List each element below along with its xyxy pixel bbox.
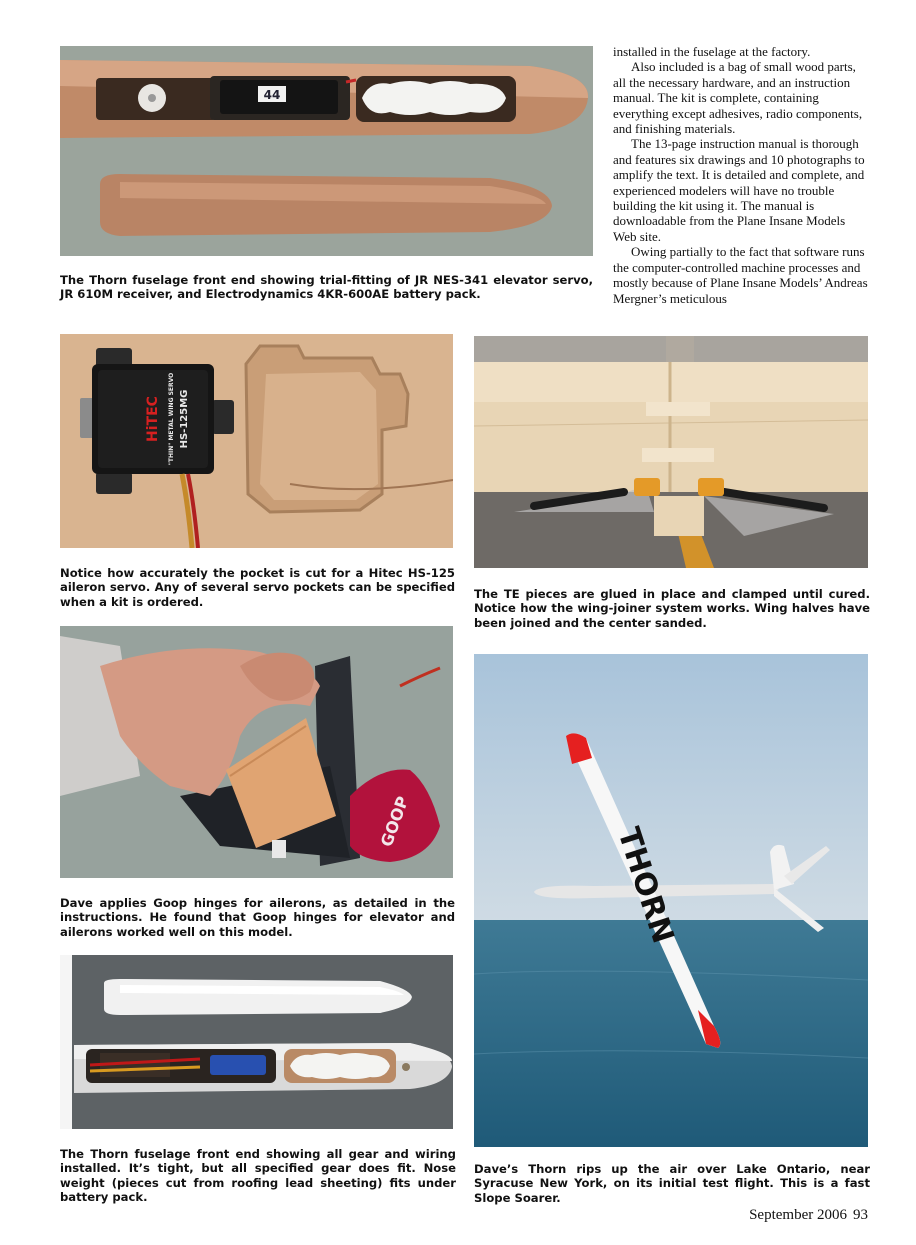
servo-model-text: HS-125MG <box>179 389 190 449</box>
servo-brand-text: HiTEC <box>145 396 161 442</box>
article-paragraph: Also included is a bag of small wood parts, all the necessary hardware, and an instruction manual. The kit is complete, containing everything except adhesives, radio components, and finishing materials. <box>613 59 863 137</box>
servo-pocket-caption: Notice how accurately the pocket is cut for a Hitec HS-125 aileron servo. Any of several servo pockets can be specified when a kit is ordered. <box>60 566 455 609</box>
thorn-wing-lettering: THORN <box>610 823 681 948</box>
page-footer <box>743 1207 868 1224</box>
servo-line-text: "THIN" METAL WING SERVO <box>168 372 175 466</box>
goop-tube-label: GOOP <box>376 793 413 850</box>
goop-hinges-caption: Dave applies Goop hinges for ailerons, as detailed in the instructions. He found that Goop hinges for elevator and ailerons worked well on this model. <box>60 896 455 939</box>
goop-hinges-photo <box>60 626 453 878</box>
article-paragraph: installed in the fuselage at the factory. <box>613 44 811 59</box>
article-body <box>613 44 871 306</box>
thorn-flight-caption: Dave’s Thorn rips up the air over Lake Ontario, near Syracuse New York, on its initial test flight. This is a fast Slope Soarer. <box>474 1162 870 1205</box>
svg-text:44: 44 <box>263 88 281 102</box>
article-paragraph: The 13-page instruction manual is thorough and features six drawings and 10 photographs to amplify the text. It is detailed and complete, and experienced modelers will have no trouble building the kit using it. The manual is downloadable from the Plane Insane Models Web site. <box>613 136 865 244</box>
fuselage-gear-caption: The Thorn fuselage front end showing all gear and wiring installed. It’s tight, but all specified gear does fit. Nose weight (pieces cut from roofing lead sheeting) fits under battery pack. <box>60 1147 456 1205</box>
page-number: 93 <box>853 1207 868 1223</box>
thorn-flight-photo <box>474 654 868 1147</box>
te-clamps-caption: The TE pieces are glued in place and clamped until cured. Notice how the wing-joiner system works. Wing halves have been joined and the center sanded. <box>474 587 870 630</box>
fuselage-trial-fit-photo <box>60 46 593 256</box>
te-clamps-photo <box>474 336 868 568</box>
fuselage-trial-fit-caption: The Thorn fuselage front end showing trial-fitting of JR NES-341 elevator servo, JR 610M receiver, and Electrodynamics 4KR-600AE battery pack. <box>60 273 593 302</box>
fuselage-gear-installed-photo <box>60 955 453 1129</box>
servo-pocket-photo <box>60 334 453 548</box>
article-paragraph: Owing partially to the fact that software runs the computer-controlled machine processes and mostly because of Plane Insane Models’ Andreas Mergner’s meticulous <box>613 244 868 306</box>
issue-date: September 2006 <box>749 1207 847 1223</box>
